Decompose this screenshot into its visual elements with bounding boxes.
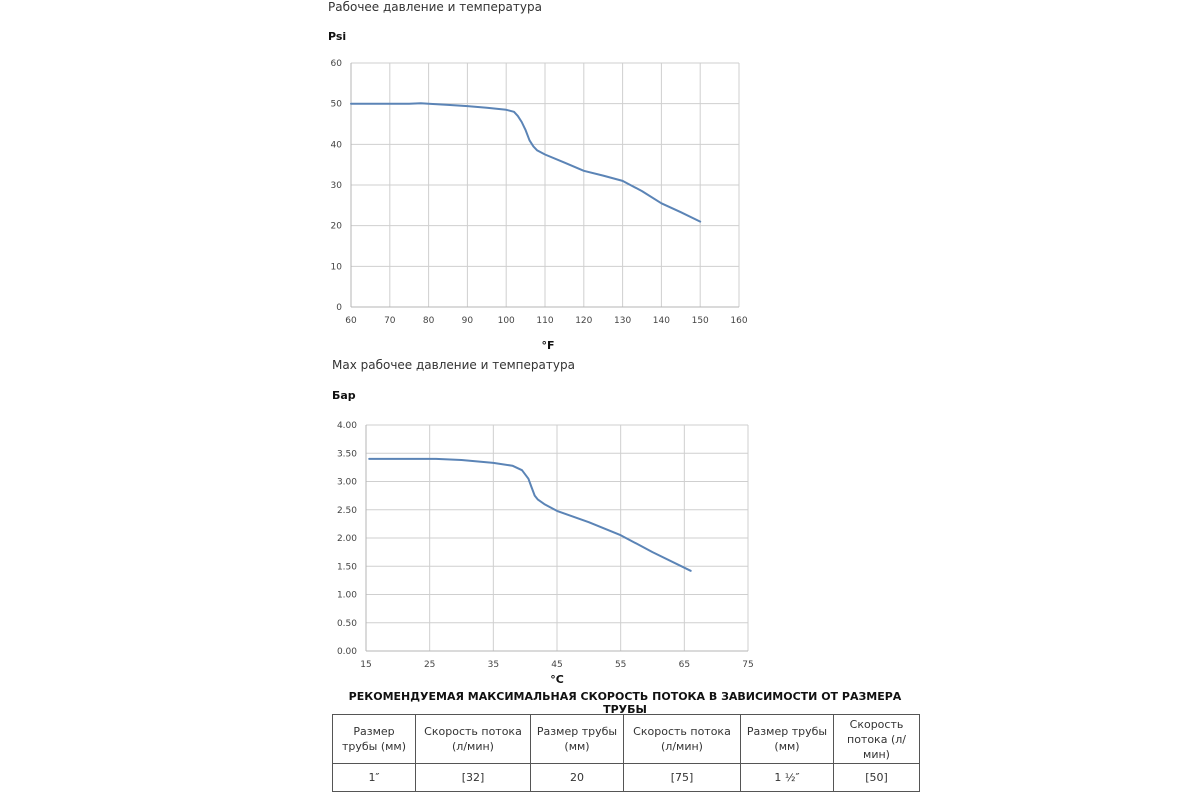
chart1-x-tick-label: 150 xyxy=(691,316,709,326)
chart2-y-tick-label: 0.00 xyxy=(336,647,357,657)
chart1-x-tick-label: 140 xyxy=(652,316,670,326)
chart1-series-line xyxy=(351,103,700,221)
chart1-x-tick-label: 110 xyxy=(536,316,554,326)
chart1-x-tick-label: 80 xyxy=(422,316,435,326)
chart1-y-tick-label: 50 xyxy=(330,99,342,110)
chart1-y-tick-label: 60 xyxy=(330,59,342,69)
chart2-x-tick-label: 55 xyxy=(614,660,627,670)
chart1-y-tick-label: 0 xyxy=(336,303,342,313)
chart2-y-tick-label: 3.00 xyxy=(336,477,357,488)
table-title: РЕКОМЕНДУЕМАЯ МАКСИМАЛЬНАЯ СКОРОСТЬ ПОТОКА В ЗАВИСИМОСТИ ОТ РАЗМЕРА ТРУБЫ xyxy=(348,690,902,716)
chart2-x-tick-label: 45 xyxy=(551,660,563,670)
header-pipe-size-1: Размер трубы (мм) xyxy=(333,715,416,764)
chart1-x-tick-label: 90 xyxy=(461,316,474,326)
cell-pipe-size-1: 1″ xyxy=(333,764,416,792)
chart2-title: Max рабочее давление и температура xyxy=(332,358,575,372)
header-pipe-size-3: Размер трубы (мм) xyxy=(741,715,834,764)
chart1-y-tick-label: 30 xyxy=(330,181,342,191)
cell-flow-rate-1: [32] xyxy=(416,764,531,792)
chart2-x-unit: °C xyxy=(550,673,564,686)
chart1-y-tick-label: 10 xyxy=(330,262,342,273)
chart2-y-tick-label: 2.00 xyxy=(336,534,357,544)
cell-pipe-size-3: 1 ½″ xyxy=(741,764,834,792)
chart2-y-tick-label: 3.50 xyxy=(336,449,357,460)
chart2-series-line xyxy=(369,459,691,571)
chart2-y-tick-label: 0.50 xyxy=(336,618,357,629)
cell-flow-rate-3: [50] xyxy=(834,764,920,792)
chart1-title: Рабочее давление и температура xyxy=(328,0,542,14)
table-row xyxy=(333,764,920,792)
chart1-x-tick-label: 70 xyxy=(384,316,396,326)
chart1-x-tick-label: 60 xyxy=(345,316,357,326)
chart1-y-tick-label: 20 xyxy=(330,221,342,232)
header-flow-rate-3: Скорость потока (л/мин) xyxy=(834,715,920,764)
cell-pipe-size-2: 20 xyxy=(531,764,624,792)
chart2-y-tick-label: 1.00 xyxy=(336,590,357,601)
cell-flow-rate-2: [75] xyxy=(624,764,741,792)
chart1-x-tick-label: 100 xyxy=(497,316,515,326)
chart1-x-tick-label: 120 xyxy=(575,316,593,326)
header-pipe-size-2: Размер трубы (мм) xyxy=(531,715,624,764)
chart2-x-tick-label: 25 xyxy=(423,660,436,670)
chart1-y-tick-label: 40 xyxy=(330,140,342,151)
chart2-y-tick-label: 1.50 xyxy=(336,562,357,573)
chart2-y-tick-label: 4.00 xyxy=(336,421,357,431)
chart1-x-tick-label: 160 xyxy=(730,316,748,326)
flow-rate-table xyxy=(332,714,920,792)
chart1-x-unit: °F xyxy=(541,339,555,352)
chart2-x-tick-label: 75 xyxy=(742,660,754,670)
chart2-x-tick-label: 65 xyxy=(678,660,691,670)
chart1-y-unit: Psi xyxy=(328,30,347,43)
header-flow-rate-1: Скорость потока (л/мин) xyxy=(416,715,531,764)
chart2-x-tick-label: 35 xyxy=(487,660,500,670)
table-header-row xyxy=(333,715,920,764)
chart2-y-unit: Бар xyxy=(332,389,356,402)
chart2-x-tick-label: 15 xyxy=(360,660,372,670)
chart2-y-tick-label: 2.50 xyxy=(336,505,357,516)
chart1-x-tick-label: 130 xyxy=(614,316,632,326)
header-flow-rate-2: Скорость потока (л/мин) xyxy=(624,715,741,764)
